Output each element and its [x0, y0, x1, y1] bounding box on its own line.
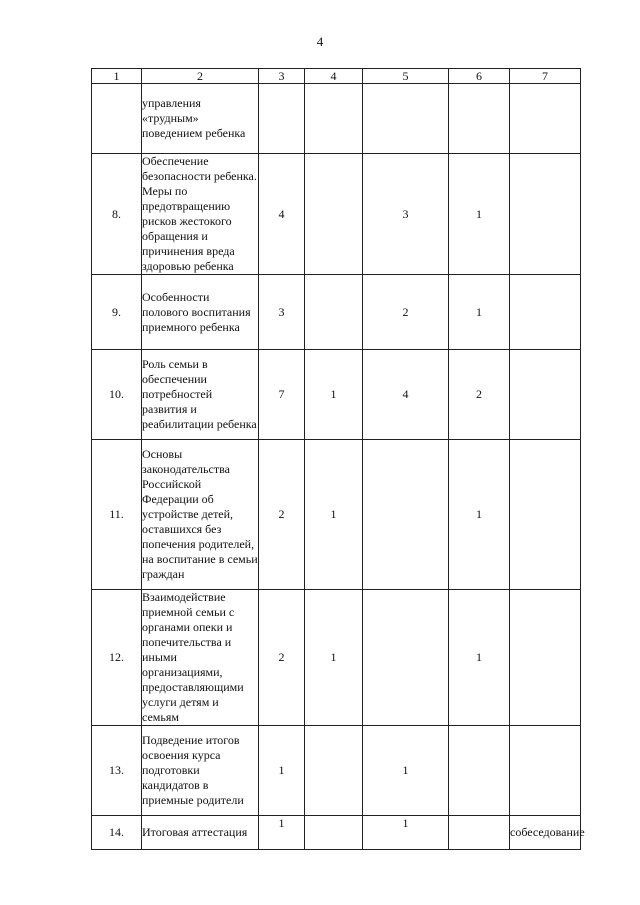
- hours-col-6: 1: [449, 590, 510, 726]
- table-row: [92, 726, 581, 816]
- topic-cell: Особенности полового воспитания приемного ребенка: [142, 275, 259, 350]
- table-row: [92, 84, 581, 154]
- table-row: [92, 154, 581, 275]
- row-number: 12.: [92, 590, 142, 726]
- hours-total: 4: [259, 154, 305, 275]
- topic-cell: Основы законодательства Российской Федерации об устройстве детей, оставшихся без попечения родителей, на воспитание в семьи граждан: [142, 440, 259, 590]
- hours-col-4: 1: [305, 350, 363, 440]
- topic-cell: Взаимодействие приемной семьи с органами опеки и попечительства и иными организациями, предоставляющими услуги детям и семьям: [142, 590, 259, 726]
- hours-total: 7: [259, 350, 305, 440]
- attestation-form: собеседование: [510, 816, 581, 850]
- row-number: [92, 84, 142, 154]
- column-number-5: 5: [363, 69, 449, 84]
- row-number: 14.: [92, 816, 142, 850]
- hours-col-5: [363, 440, 449, 590]
- hours-total: 2: [259, 440, 305, 590]
- row-number: 11.: [92, 440, 142, 590]
- hours-col-6: 1: [449, 275, 510, 350]
- column-number-2: 2: [142, 69, 259, 84]
- row-number: 9.: [92, 275, 142, 350]
- hours-total: 2: [259, 590, 305, 726]
- row-number: 8.: [92, 154, 142, 275]
- hours-col-4: 1: [305, 590, 363, 726]
- topic-cell: управления «трудным» поведением ребенка: [142, 84, 259, 154]
- attestation-form: [510, 84, 581, 154]
- topic-cell: Итоговая аттестация: [142, 816, 259, 850]
- page-number: 4: [316, 34, 324, 49]
- table-row: [92, 816, 581, 850]
- hours-col-5: 2: [363, 275, 449, 350]
- hours-col-6: 1: [449, 154, 510, 275]
- topic-cell: Роль семьи в обеспечении потребностей развития и реабилитации ребенка: [142, 350, 259, 440]
- hours-col-6: 1: [449, 440, 510, 590]
- hours-col-5: 1: [363, 816, 449, 850]
- table-row: [92, 440, 581, 590]
- hours-col-4: [305, 154, 363, 275]
- table-row: [92, 590, 581, 726]
- hours-col-5: [363, 84, 449, 154]
- hours-col-4: [305, 84, 363, 154]
- hours-col-6: [449, 816, 510, 850]
- hours-col-6: [449, 84, 510, 154]
- hours-col-4: [305, 816, 363, 850]
- hours-total: 3: [259, 275, 305, 350]
- attestation-form: [510, 275, 581, 350]
- column-numbers-row: [92, 69, 581, 84]
- hours-col-5: 3: [363, 154, 449, 275]
- topic-cell: Обеспечение безопасности ребенка. Меры по предотвращению рисков жестокого обращения и причинения вреда здоровью ребенка: [142, 154, 257, 273]
- hours-col-5: 4: [363, 350, 449, 440]
- hours-col-5: 1: [363, 726, 449, 816]
- hours-total: 1: [259, 726, 305, 816]
- hours-col-6: [449, 726, 510, 816]
- hours-col-4: [305, 275, 363, 350]
- attestation-form: [510, 440, 581, 590]
- attestation-form: [510, 590, 581, 726]
- topic-cell: Подведение итогов освоения курса подготовки кандидатов в приемные родители: [142, 726, 259, 816]
- column-number-3: 3: [259, 69, 305, 84]
- table-row: [92, 350, 581, 440]
- column-number-7: 7: [510, 69, 581, 84]
- hours-col-4: [305, 726, 363, 816]
- hours-total: 1: [259, 816, 305, 850]
- attestation-form: [510, 350, 581, 440]
- column-number-6: 6: [449, 69, 510, 84]
- row-number: 10.: [92, 350, 142, 440]
- hours-col-5: [363, 590, 449, 726]
- hours-total: [259, 84, 305, 154]
- row-number: 13.: [92, 726, 142, 816]
- column-number-1: 1: [92, 69, 142, 84]
- hours-col-6: 2: [449, 350, 510, 440]
- column-number-4: 4: [305, 69, 363, 84]
- table-row: [92, 275, 581, 350]
- hours-col-4: 1: [305, 440, 363, 590]
- attestation-form: [510, 154, 581, 275]
- attestation-form: [510, 726, 581, 816]
- curriculum-table: [91, 68, 585, 850]
